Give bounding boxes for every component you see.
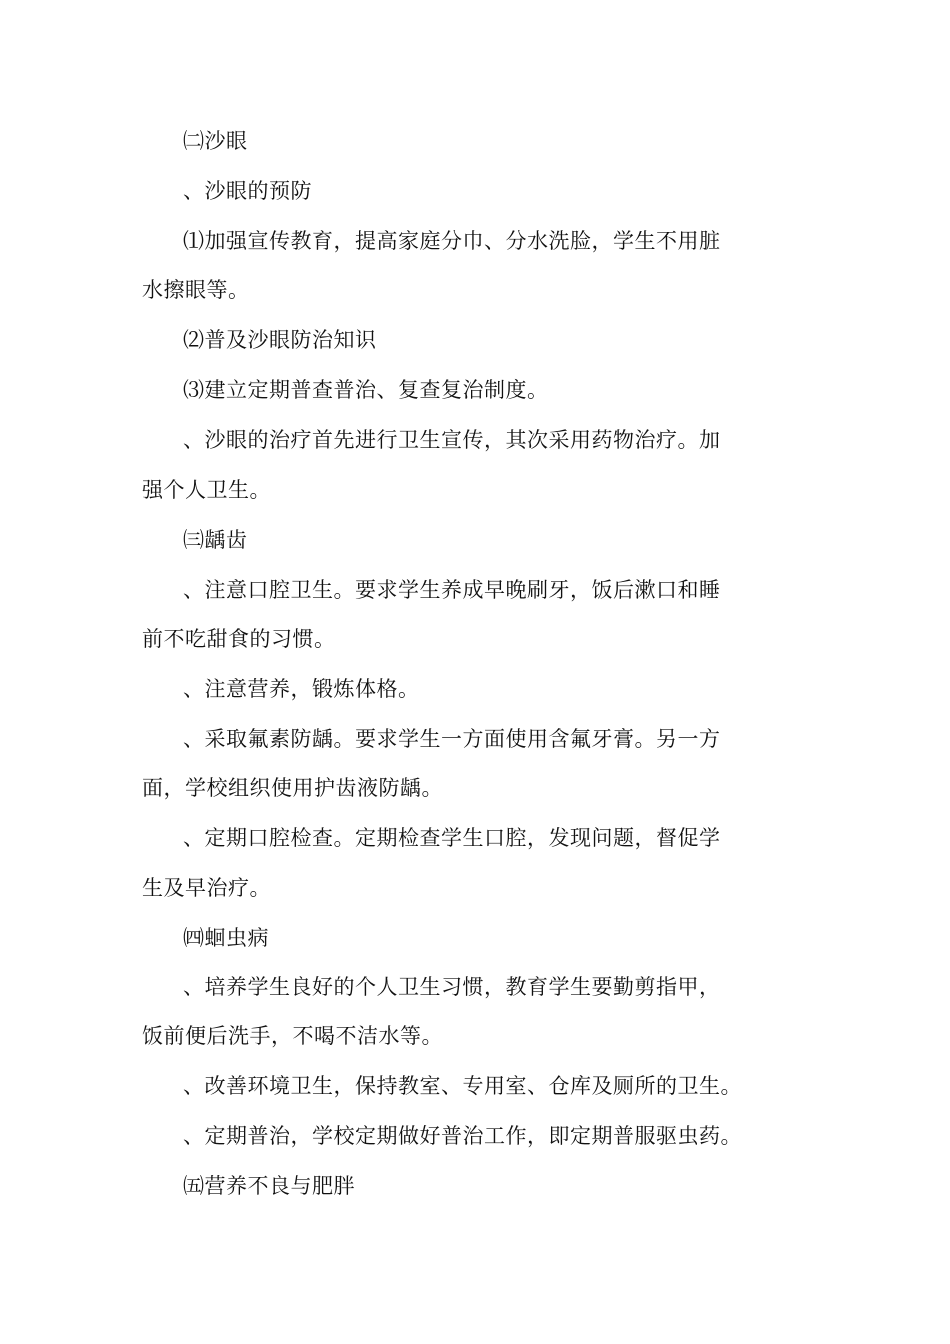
section-heading-dental-caries: ㈢龋齿 <box>183 528 248 552</box>
paragraph-line: 、定期普治，学校定期做好普治工作，即定期普服驱虫药。 <box>183 1124 742 1148</box>
paragraph-line: 饭前便后洗手，不喝不洁水等。 <box>142 1024 443 1048</box>
paragraph-line: 、定期口腔检查。定期检查学生口腔，发现问题，督促学 <box>183 826 721 850</box>
paragraph-line: 、采取氟素防龋。要求学生一方面使用含氟牙膏。另一方 <box>183 727 721 751</box>
paragraph-line: ⑶建立定期普查普治、复查复治制度。 <box>183 378 549 402</box>
paragraph-line: 、改善环境卫生，保持教室、专用室、仓库及厕所的卫生。 <box>183 1074 742 1098</box>
paragraph-line: 、培养学生良好的个人卫生习惯，教育学生要勤剪指甲， <box>183 975 721 999</box>
paragraph-line: 前不吃甜食的习惯。 <box>142 627 336 651</box>
paragraph-line: 强个人卫生。 <box>142 478 271 502</box>
section-heading-roundworm: ㈣蛔虫病 <box>183 926 269 950</box>
section-heading-malnutrition-obesity: ㈤营养不良与肥胖 <box>183 1174 355 1198</box>
paragraph-line: 、注意口腔卫生。要求学生养成早晚刷牙，饭后漱口和睡 <box>183 578 721 602</box>
paragraph-line: 水擦眼等。 <box>142 278 250 302</box>
paragraph-line: 生及早治疗。 <box>142 876 271 900</box>
paragraph-line: 面，学校组织使用护齿液防龋。 <box>142 776 443 800</box>
subheading-trachoma-prevention: 、沙眼的预防 <box>183 179 312 203</box>
paragraph-line: ⑵普及沙眼防治知识 <box>183 328 377 352</box>
section-heading-trachoma: ㈡沙眼 <box>183 129 248 153</box>
paragraph-line: 、沙眼的治疗首先进行卫生宣传，其次采用药物治疗。加 <box>183 428 721 452</box>
paragraph-line: 、注意营养，锻炼体格。 <box>183 677 420 701</box>
paragraph-line: ⑴加强宣传教育，提高家庭分巾、分水洗脸，学生不用脏 <box>183 229 721 253</box>
